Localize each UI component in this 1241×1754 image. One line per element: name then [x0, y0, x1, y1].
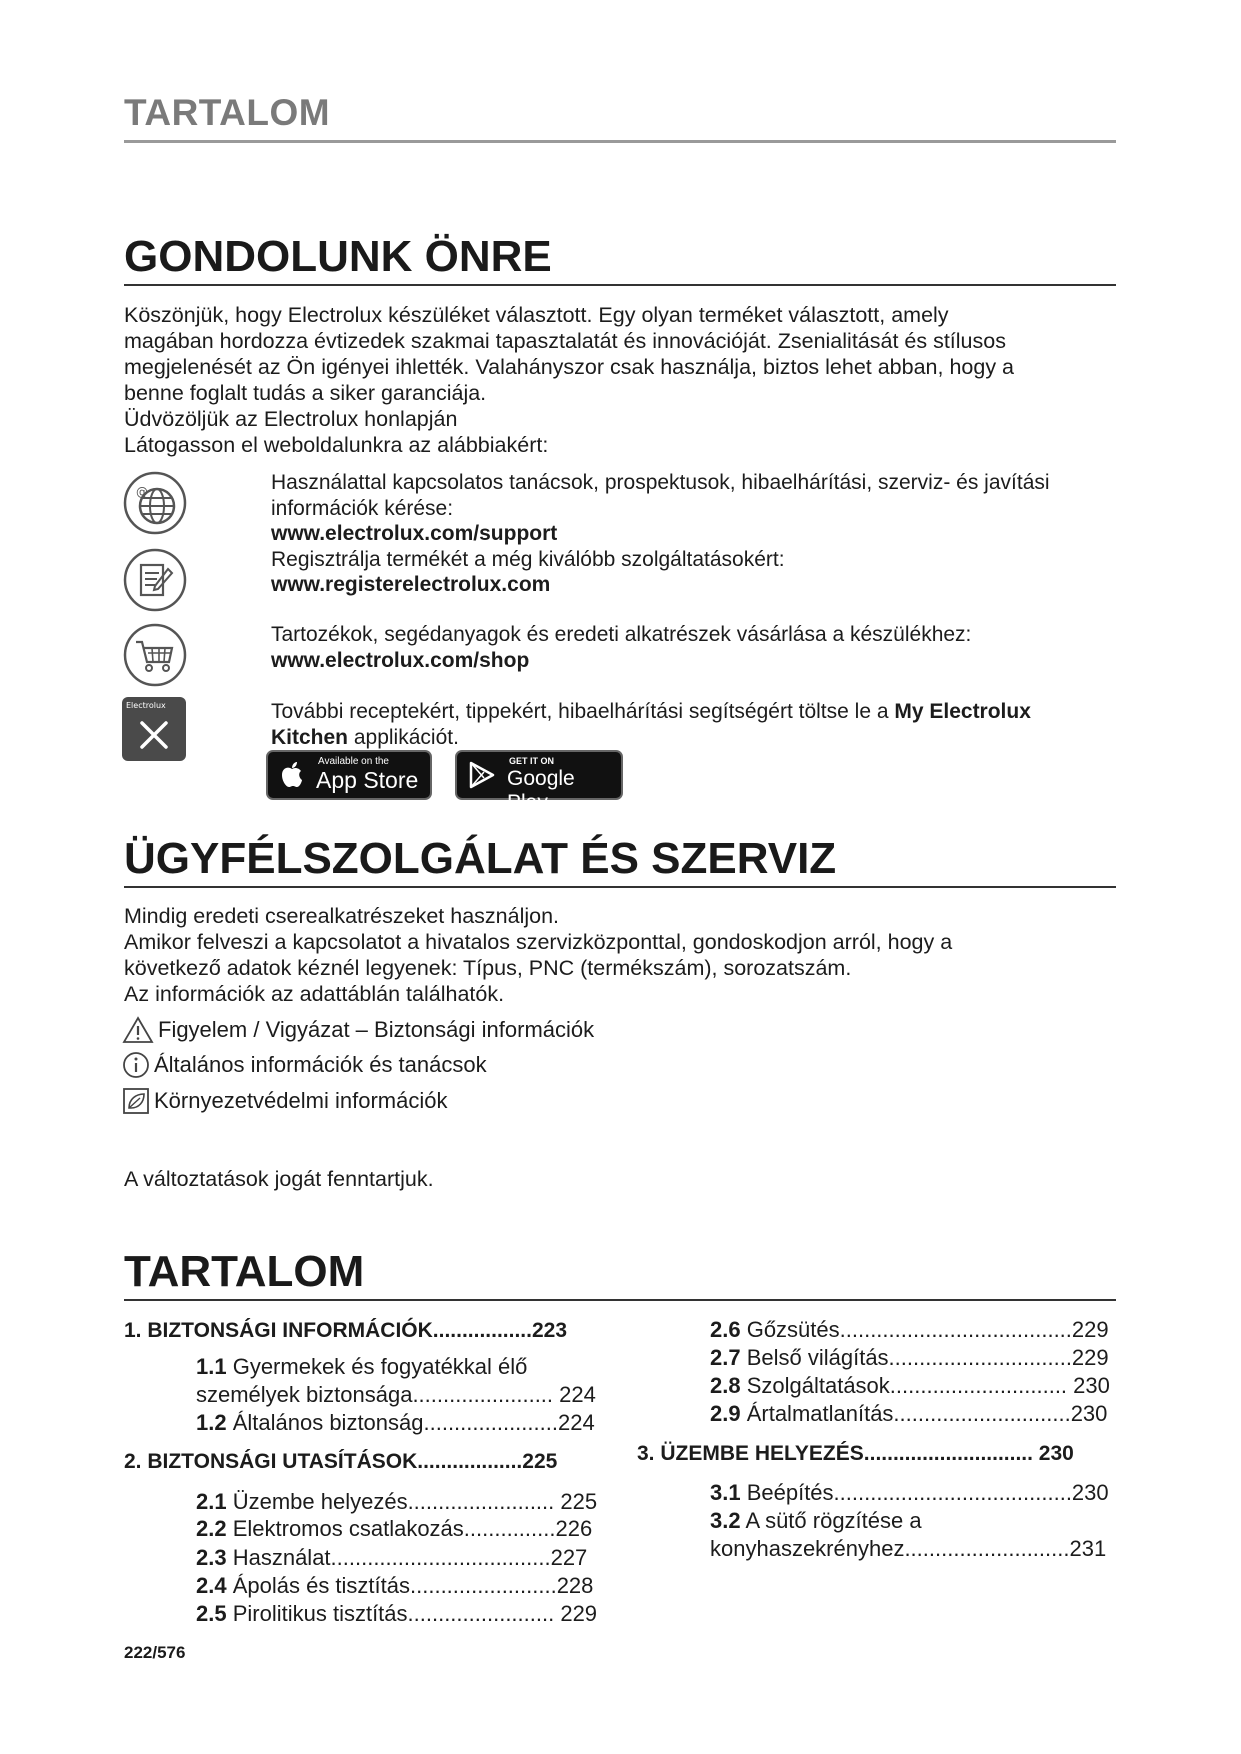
thanks-line: magában hordozza évtizedek szakmai tapasztalatát és innovációját. Zsenialitását és stílusos	[124, 329, 1006, 353]
toc-entry-2-5[interactable]	[196, 1600, 597, 1628]
toc-num: 2.5	[196, 1601, 227, 1626]
toc-label: Használat....................................227	[226, 1545, 588, 1570]
app-store-label: App Store	[316, 767, 419, 793]
toc-num: 2.6	[710, 1317, 741, 1342]
app-text-after: applikációt.	[348, 725, 459, 749]
toc-label: Pirolitikus tisztítás........................ 229	[226, 1601, 598, 1626]
toc-entry-2-3[interactable]	[196, 1544, 587, 1572]
toc-entry-1-2[interactable]	[196, 1409, 595, 1437]
toc-num: 3.1	[710, 1480, 741, 1505]
toc-entry-2[interactable]: 2. BIZTONSÁGI UTASÍTÁSOK..................225	[124, 1450, 558, 1473]
service-divider	[124, 886, 1116, 888]
app-store-button[interactable]	[266, 750, 432, 800]
shop-text: Tartozékok, segédanyagok és eredeti alkatrészek vásárlása a készülékhez:	[271, 623, 972, 646]
toc-heading: TARTALOM	[124, 1247, 365, 1296]
support-text-2: információk kérése:	[271, 496, 454, 520]
page-top-title: TARTALOM	[124, 92, 331, 133]
electrolux-kitchen-app-icon	[122, 697, 186, 761]
support-link[interactable]: www.electrolux.com/support	[271, 522, 558, 545]
toc-label: Beépítés.......................................230	[740, 1480, 1109, 1505]
toc-label: konyhaszekrényhez...........................231	[710, 1536, 1107, 1561]
toc-num: 2.2	[196, 1516, 227, 1541]
toc-num: 2.1	[196, 1489, 227, 1514]
toc-num: 2.8	[710, 1373, 741, 1398]
toc-entry-3-2[interactable]	[710, 1507, 1106, 1563]
toc-divider	[124, 1299, 1116, 1301]
toc-entry-2-2[interactable]	[196, 1515, 592, 1543]
toc-num: 3.2	[710, 1508, 741, 1533]
app-name-1: My Electrolux	[894, 700, 1031, 723]
page-number: 222/576	[124, 1643, 186, 1662]
toc-num: 2.7	[710, 1345, 741, 1370]
register-link[interactable]: www.registerelectrolux.com	[271, 573, 551, 596]
thanks-divider	[124, 284, 1116, 286]
toc-label: Üzembe helyezés........................ 225	[226, 1489, 598, 1514]
app-name-2: Kitchen	[271, 725, 349, 749]
legend-warning	[122, 1016, 594, 1044]
rights-reserved: A változtatások jogát fenntartjuk.	[124, 1167, 434, 1191]
play-icon	[469, 761, 495, 789]
service-line: Az információk az adattáblán találhatók.	[124, 982, 505, 1006]
register-text: Regisztrálja termékét a még kiválóbb szolgáltatásokért:	[271, 547, 785, 571]
google-play-label: Google Play	[507, 767, 575, 814]
app-text-before: További receptekért, tippekért, hibaelhárítási segítségért töltse le a	[271, 700, 895, 723]
toc-entry-2-7[interactable]	[710, 1344, 1109, 1372]
toc-label: Szolgáltatások............................. 230	[740, 1373, 1110, 1398]
info-icon	[122, 1051, 152, 1079]
toc-entry-2-4[interactable]	[196, 1572, 593, 1600]
toc-entry-2-8[interactable]	[710, 1372, 1110, 1400]
toc-num: 1.1	[196, 1354, 227, 1379]
toc-num: 1.2	[196, 1410, 227, 1435]
service-line: Amikor felveszi a kapcsolatot a hivatalos szervizközponttal, gondoskodjon arról, hogy a	[124, 930, 953, 954]
app-text-2	[271, 725, 1131, 751]
legend-environment-text: Környezetvédelmi információk	[154, 1088, 448, 1113]
cart-icon	[122, 622, 188, 693]
legend-environment	[122, 1087, 447, 1115]
apple-icon	[281, 761, 303, 788]
toc-label: Gőzsütés......................................229	[740, 1317, 1109, 1342]
svg-text:@: @	[136, 485, 148, 499]
thanks-heading: GONDOLUNK ÖNRE	[124, 232, 552, 281]
toc-entry-1[interactable]: 1. BIZTONSÁGI INFORMÁCIÓK.................223	[124, 1319, 568, 1342]
thanks-line: Köszönjük, hogy Electrolux készüléket választott. Egy olyan terméket választott, amely	[124, 303, 949, 327]
visit-line: Látogasson el weboldalunkra az alábbiakért:	[124, 433, 549, 457]
toc-label: Elektromos csatlakozás...............226	[226, 1516, 593, 1541]
toc-label: Ártalmatlanítás.............................230	[740, 1401, 1108, 1426]
toc-num: 2.9	[710, 1401, 741, 1426]
toc-label: Ápolás és tisztítás........................228	[226, 1573, 594, 1598]
thanks-paragraph	[124, 302, 1124, 458]
toc-label: Általános biztonság......................224	[226, 1410, 595, 1435]
service-paragraph	[124, 903, 1124, 1007]
legend-info-text: Általános információk és tanácsok	[154, 1052, 487, 1077]
toc-entry-2-6[interactable]	[710, 1316, 1109, 1344]
toc-num: 2.3	[196, 1545, 227, 1570]
welcome-line: Üdvözöljük az Electrolux honlapján	[124, 407, 458, 431]
toc-entry-3[interactable]: 3. ÜZEMBE HELYEZÉS............................. 230	[637, 1442, 1074, 1465]
app-store-small-label: Available on the	[318, 756, 389, 767]
toc-label: Gyermekek és fogyatékkal élő	[226, 1354, 528, 1379]
toc-entry-3-1[interactable]	[710, 1479, 1109, 1507]
toc-entry-2-1[interactable]	[196, 1488, 597, 1516]
shop-link[interactable]: www.electrolux.com/shop	[271, 648, 530, 672]
thanks-line: benne foglalt tudás a siker garanciája.	[124, 381, 487, 405]
google-play-small-label: GET IT ON	[509, 756, 554, 766]
toc-label: A sütő rögzítése a	[740, 1508, 922, 1533]
thanks-line: megjelenését az Ön igényei ihlették. Valahányszor csak használja, biztos lehet abban, hogy a	[124, 355, 1015, 379]
legend-warning-text: Figyelem / Vigyázat – Biztonsági információk	[158, 1017, 595, 1042]
service-heading: ÜGYFÉLSZOLGÁLAT ÉS SZERVIZ	[124, 834, 837, 883]
google-play-button[interactable]	[455, 750, 623, 814]
service-line: Mindig eredeti cserealkatrészeket használjon.	[124, 904, 560, 928]
top-divider	[124, 140, 1116, 143]
legend-info	[122, 1051, 487, 1079]
warning-icon	[122, 1016, 154, 1044]
globe-icon	[122, 470, 188, 541]
toc-label: személyek biztonsága....................... 224	[196, 1382, 596, 1407]
app-text	[271, 699, 1131, 725]
support-item	[271, 470, 1131, 598]
toc-entry-2-9[interactable]	[710, 1400, 1107, 1428]
shop-item	[271, 622, 1131, 673]
register-icon	[122, 547, 188, 618]
cutlery-icon	[138, 719, 170, 751]
support-text-1: Használattal kapcsolatos tanácsok, prospektusok, hibaelhárítási, szerviz- és javítási	[271, 471, 1050, 494]
app-item	[271, 699, 1131, 750]
environment-icon	[122, 1087, 152, 1115]
toc-entry-1-1[interactable]	[196, 1353, 596, 1409]
toc-num: 2.4	[196, 1573, 227, 1598]
app-icon-brand: Electrolux	[126, 701, 166, 710]
toc-label: Belső világítás..............................229	[740, 1345, 1109, 1370]
service-line: következő adatok kéznél legyenek: Típus, PNC (termékszám), sorozatszám.	[124, 956, 852, 980]
